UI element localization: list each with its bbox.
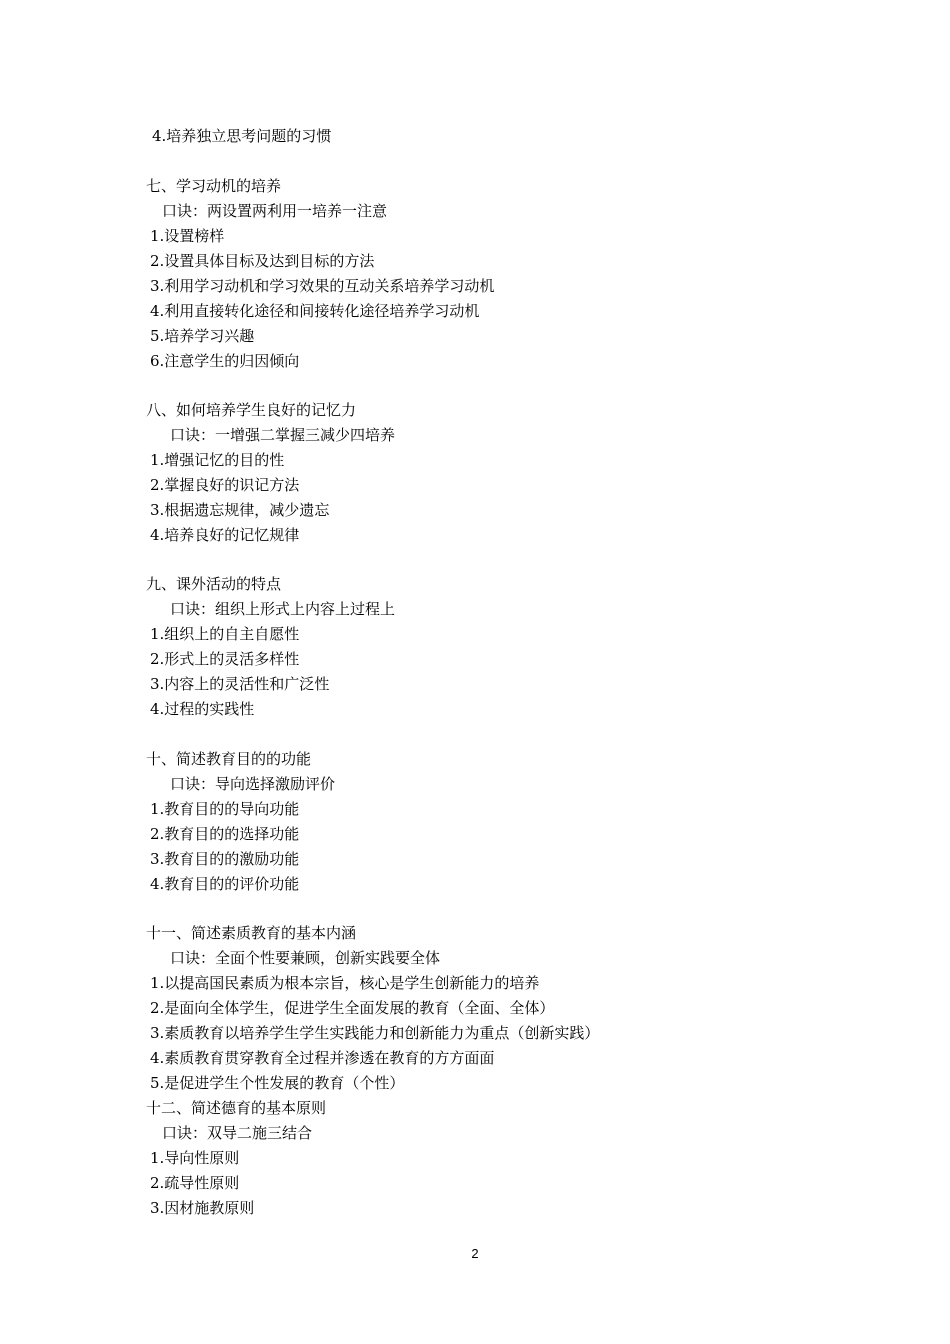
list-item: 5.是促进学生个性发展的教育（个性） bbox=[150, 1074, 405, 1092]
list-item: 6.注意学生的归因倾向 bbox=[150, 352, 300, 370]
mnemonic-line: 口诀：全面个性要兼顾，创新实践要全体 bbox=[170, 949, 441, 967]
list-item: 1.增强记忆的目的性 bbox=[150, 451, 285, 469]
list-item: 1.设置榜样 bbox=[150, 227, 225, 245]
section-heading: 十、简述教育目的的功能 bbox=[146, 750, 312, 768]
list-item: 2.是面向全体学生，促进学生全面发展的教育（全面、全体） bbox=[150, 999, 555, 1017]
list-item: 1.教育目的的导向功能 bbox=[150, 800, 300, 818]
list-item: 3.因材施教原则 bbox=[150, 1199, 255, 1217]
section-heading: 九、课外活动的特点 bbox=[146, 575, 282, 593]
list-item: 1.组织上的自主自愿性 bbox=[150, 625, 300, 643]
mnemonic-line: 口诀：双导二施三结合 bbox=[162, 1124, 313, 1142]
list-item: 4.教育目的的评价功能 bbox=[150, 875, 300, 893]
list-item: 2.教育目的的选择功能 bbox=[150, 825, 300, 843]
list-item: 4.培养良好的记忆规律 bbox=[150, 526, 300, 544]
section-heading: 七、学习动机的培养 bbox=[146, 177, 282, 195]
list-item: 3.素质教育以培养学生学生实践能力和创新能力为重点（创新实践） bbox=[150, 1024, 600, 1042]
list-item: 1.导向性原则 bbox=[150, 1149, 240, 1167]
list-item: 5.培养学习兴趣 bbox=[150, 327, 255, 345]
mnemonic-line: 口诀：两设置两利用一培养一注意 bbox=[162, 202, 388, 220]
list-item: 3.内容上的灵活性和广泛性 bbox=[150, 675, 330, 693]
list-item: 4.利用直接转化途径和间接转化途径培养学习动机 bbox=[150, 302, 480, 320]
list-item: 3.利用学习动机和学习效果的互动关系培养学习动机 bbox=[150, 277, 495, 295]
mnemonic-line: 口诀：导向选择激励评价 bbox=[170, 775, 336, 793]
section-heading: 十二、简述德育的基本原则 bbox=[146, 1099, 327, 1117]
section-heading: 八、如何培养学生良好的记忆力 bbox=[146, 401, 357, 419]
list-item: 2.掌握良好的识记方法 bbox=[150, 476, 300, 494]
list-item: 2.疏导性原则 bbox=[150, 1174, 240, 1192]
list-item: 2.形式上的灵活多样性 bbox=[150, 650, 300, 668]
section-heading: 十一、简述素质教育的基本内涵 bbox=[146, 924, 357, 942]
list-item: 2.设置具体目标及达到目标的方法 bbox=[150, 252, 375, 270]
list-item: 1.以提高国民素质为根本宗旨，核心是学生创新能力的培养 bbox=[150, 974, 540, 992]
list-item: 3.根据遗忘规律，减少遗忘 bbox=[150, 501, 330, 519]
list-item: 4.培养独立思考问题的习惯 bbox=[152, 127, 332, 145]
page-number: 2 bbox=[471, 1246, 479, 1261]
list-item: 3.教育目的的激励功能 bbox=[150, 850, 300, 868]
mnemonic-line: 口诀：组织上形式上内容上过程上 bbox=[170, 600, 396, 618]
mnemonic-line: 口诀：一增强二掌握三减少四培养 bbox=[170, 426, 396, 444]
list-item: 4.过程的实践性 bbox=[150, 700, 255, 718]
list-item: 4.素质教育贯穿教育全过程并渗透在教育的方方面面 bbox=[150, 1049, 495, 1067]
